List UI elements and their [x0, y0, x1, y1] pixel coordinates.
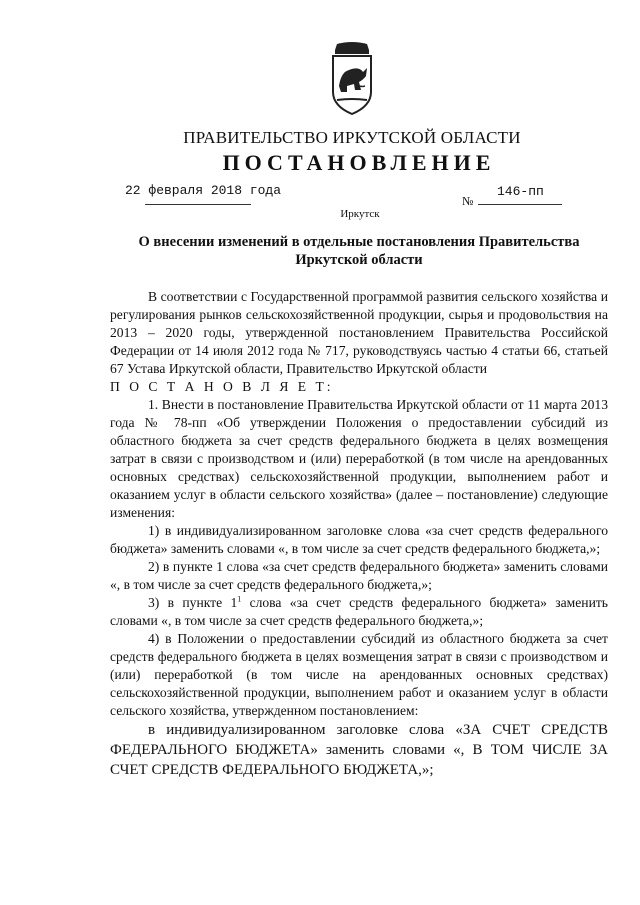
document-type: ПОСТАНОВЛЕНИЕ — [222, 150, 496, 175]
decree-title: О внесении изменений в отдельные постановления Правительства Иркутской области — [138, 234, 580, 268]
subitem-3-prefix: 3) в пункте 1 — [148, 595, 238, 610]
item-1-paragraph: 1. Внести в постановление Правительства Иркутской области от 11 марта 2013 года № 78-пп «Об утверждении Положения о предоставлении субсидий из областного бюджета за счет средств федерального бюджета в целях возмещения затрат в связи с производством и (или) переработкой (в том числе на арендованных основных средствах) сельскохозяйственной продукции, выполнением работ и оказанием услуг в области сельского хозяйства» (далее – постановление) следующие изменения: — [110, 397, 608, 520]
government-name: ПРАВИТЕЛЬСТВО ИРКУТСКОЙ ОБЛАСТИ — [183, 128, 521, 147]
document-number: 146-пп — [497, 184, 544, 199]
subitem-3-paragraph — [110, 594, 608, 630]
number-underline — [478, 204, 562, 205]
subitem-3-text: слова «за счет средств федерального бюджета» заменить словами «, в том числе за счет средств федерального бюджета,»; — [110, 595, 608, 628]
number-sign: № — [462, 194, 474, 208]
subitem-4-paragraph: 4) в Положении о предоставлении субсидий из областного бюджета за счет средств федерального бюджета в целях возмещения затрат в связи с производством и (или) переработкой (в том числе на арендованных основных средствах) сельскохозяйственной продукции, выполнением работ и оказанием услуг в области сельского хозяйства, утвержденном постановлением: — [110, 631, 608, 718]
subitem-2-paragraph: 2) в пункте 1 слова «за счет средств федерального бюджета» заменить словами «, в том числе за счет средств федерального бюджета,»; — [110, 559, 608, 592]
resolves-heading: П О С Т А Н О В Л Я Е Т: — [110, 379, 334, 394]
subitem-4a-paragraph: в индивидуализированном заголовке слова «ЗА СЧЕТ СРЕДСТВ ФЕДЕРАЛЬНОГО БЮДЖЕТА» заменить словами «, В ТОМ ЧИСЛЕ ЗА СЧЕТ СРЕДСТВ ФЕДЕРАЛЬНОГО БЮДЖЕТА,»; — [110, 722, 608, 778]
decree-body — [110, 288, 608, 780]
date-underline — [145, 204, 251, 205]
subitem-3-superscript: 1 — [237, 594, 242, 604]
city-name: Иркутск — [340, 208, 380, 220]
intro-paragraph: В соответствии с Государственной программой развития сельского хозяйства и регулирования рынков сельскохозяйственной продукции, сырья и продовольствия на 2013 – 2020 годы, утвержденной постановлением Правительства Российской Федерации от 14 июля 2012 года № 717, руководствуясь частью 4 статьи 66, статьей 67 Устава Иркутской области, Правительство Иркутской области — [110, 289, 608, 376]
document-date: 22 февраля 2018 года — [125, 183, 282, 198]
irkutsk-coat-of-arms-icon — [329, 42, 375, 116]
subitem-1-paragraph: 1) в индивидуализированном заголовке слова «за счет средств федерального бюджета» заменить словами «, в том числе за счет средств федерального бюджета,»; — [110, 523, 608, 556]
